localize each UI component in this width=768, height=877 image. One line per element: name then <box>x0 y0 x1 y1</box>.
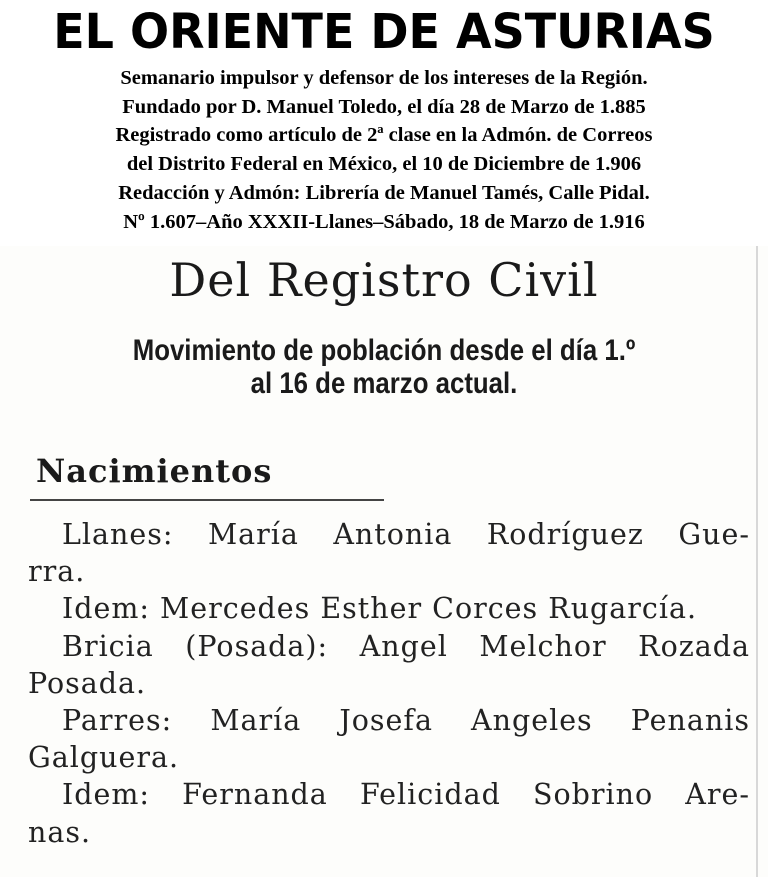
births-list <box>28 516 750 851</box>
masthead-line: Registrado como artículo de 2ª clase en la Admón. de Correos <box>115 124 653 147</box>
list-item <box>28 702 750 776</box>
clipping-edge <box>756 246 758 877</box>
newspaper-masthead-title: EL ORIENTE DE ASTURIAS <box>53 2 715 60</box>
entry-line: Idem: Fernanda Felicidad Sobrino Are- <box>62 778 750 812</box>
article-title: Del Registro Civil <box>169 253 599 307</box>
section-heading: Nacimientos <box>36 452 273 490</box>
entry-line: Bricia (Posada): Angel Melchor Rozada <box>62 629 750 663</box>
list-item <box>28 776 750 850</box>
masthead-line: del Distrito Federal en México, el 10 de Diciembre de 1.906 <box>126 153 642 176</box>
list-item <box>28 628 750 702</box>
entry-line: Llanes: María Antonia Rodríguez Gue- <box>62 518 750 551</box>
section-heading-rule <box>30 499 384 501</box>
list-item <box>28 516 750 590</box>
article-subtitle-line: Movimiento de población desde el día 1.º <box>132 334 636 367</box>
list-item <box>28 590 750 627</box>
entry-line: Idem: Mercedes Esther Corces Rugarcía. <box>62 592 698 626</box>
article-subtitle <box>54 334 714 400</box>
entry-line: Parres: María Josefa Angeles Penanis <box>62 704 750 738</box>
masthead-line: Redacción y Admón: Librería de Manuel Tamés, Calle Pidal. <box>118 181 650 204</box>
article-subtitle-line: al 16 de marzo actual. <box>250 367 518 400</box>
entry-line: rra. <box>28 555 86 589</box>
entry-line: nas. <box>28 815 92 849</box>
entry-line: Galguera. <box>28 741 180 775</box>
masthead-info <box>0 64 768 236</box>
masthead-line: Fundado por D. Manuel Toledo, el día 28 de Marzo de 1.885 <box>122 95 646 118</box>
entry-line: Posada. <box>28 666 147 700</box>
masthead-line: Semanario impulsor y defensor de los intereses de la Región. <box>120 67 648 89</box>
newspaper-clipping <box>0 246 768 877</box>
masthead-line: Nº 1.607–Año XXXII-Llanes–Sábado, 18 de Marzo de 1.916 <box>123 210 645 233</box>
